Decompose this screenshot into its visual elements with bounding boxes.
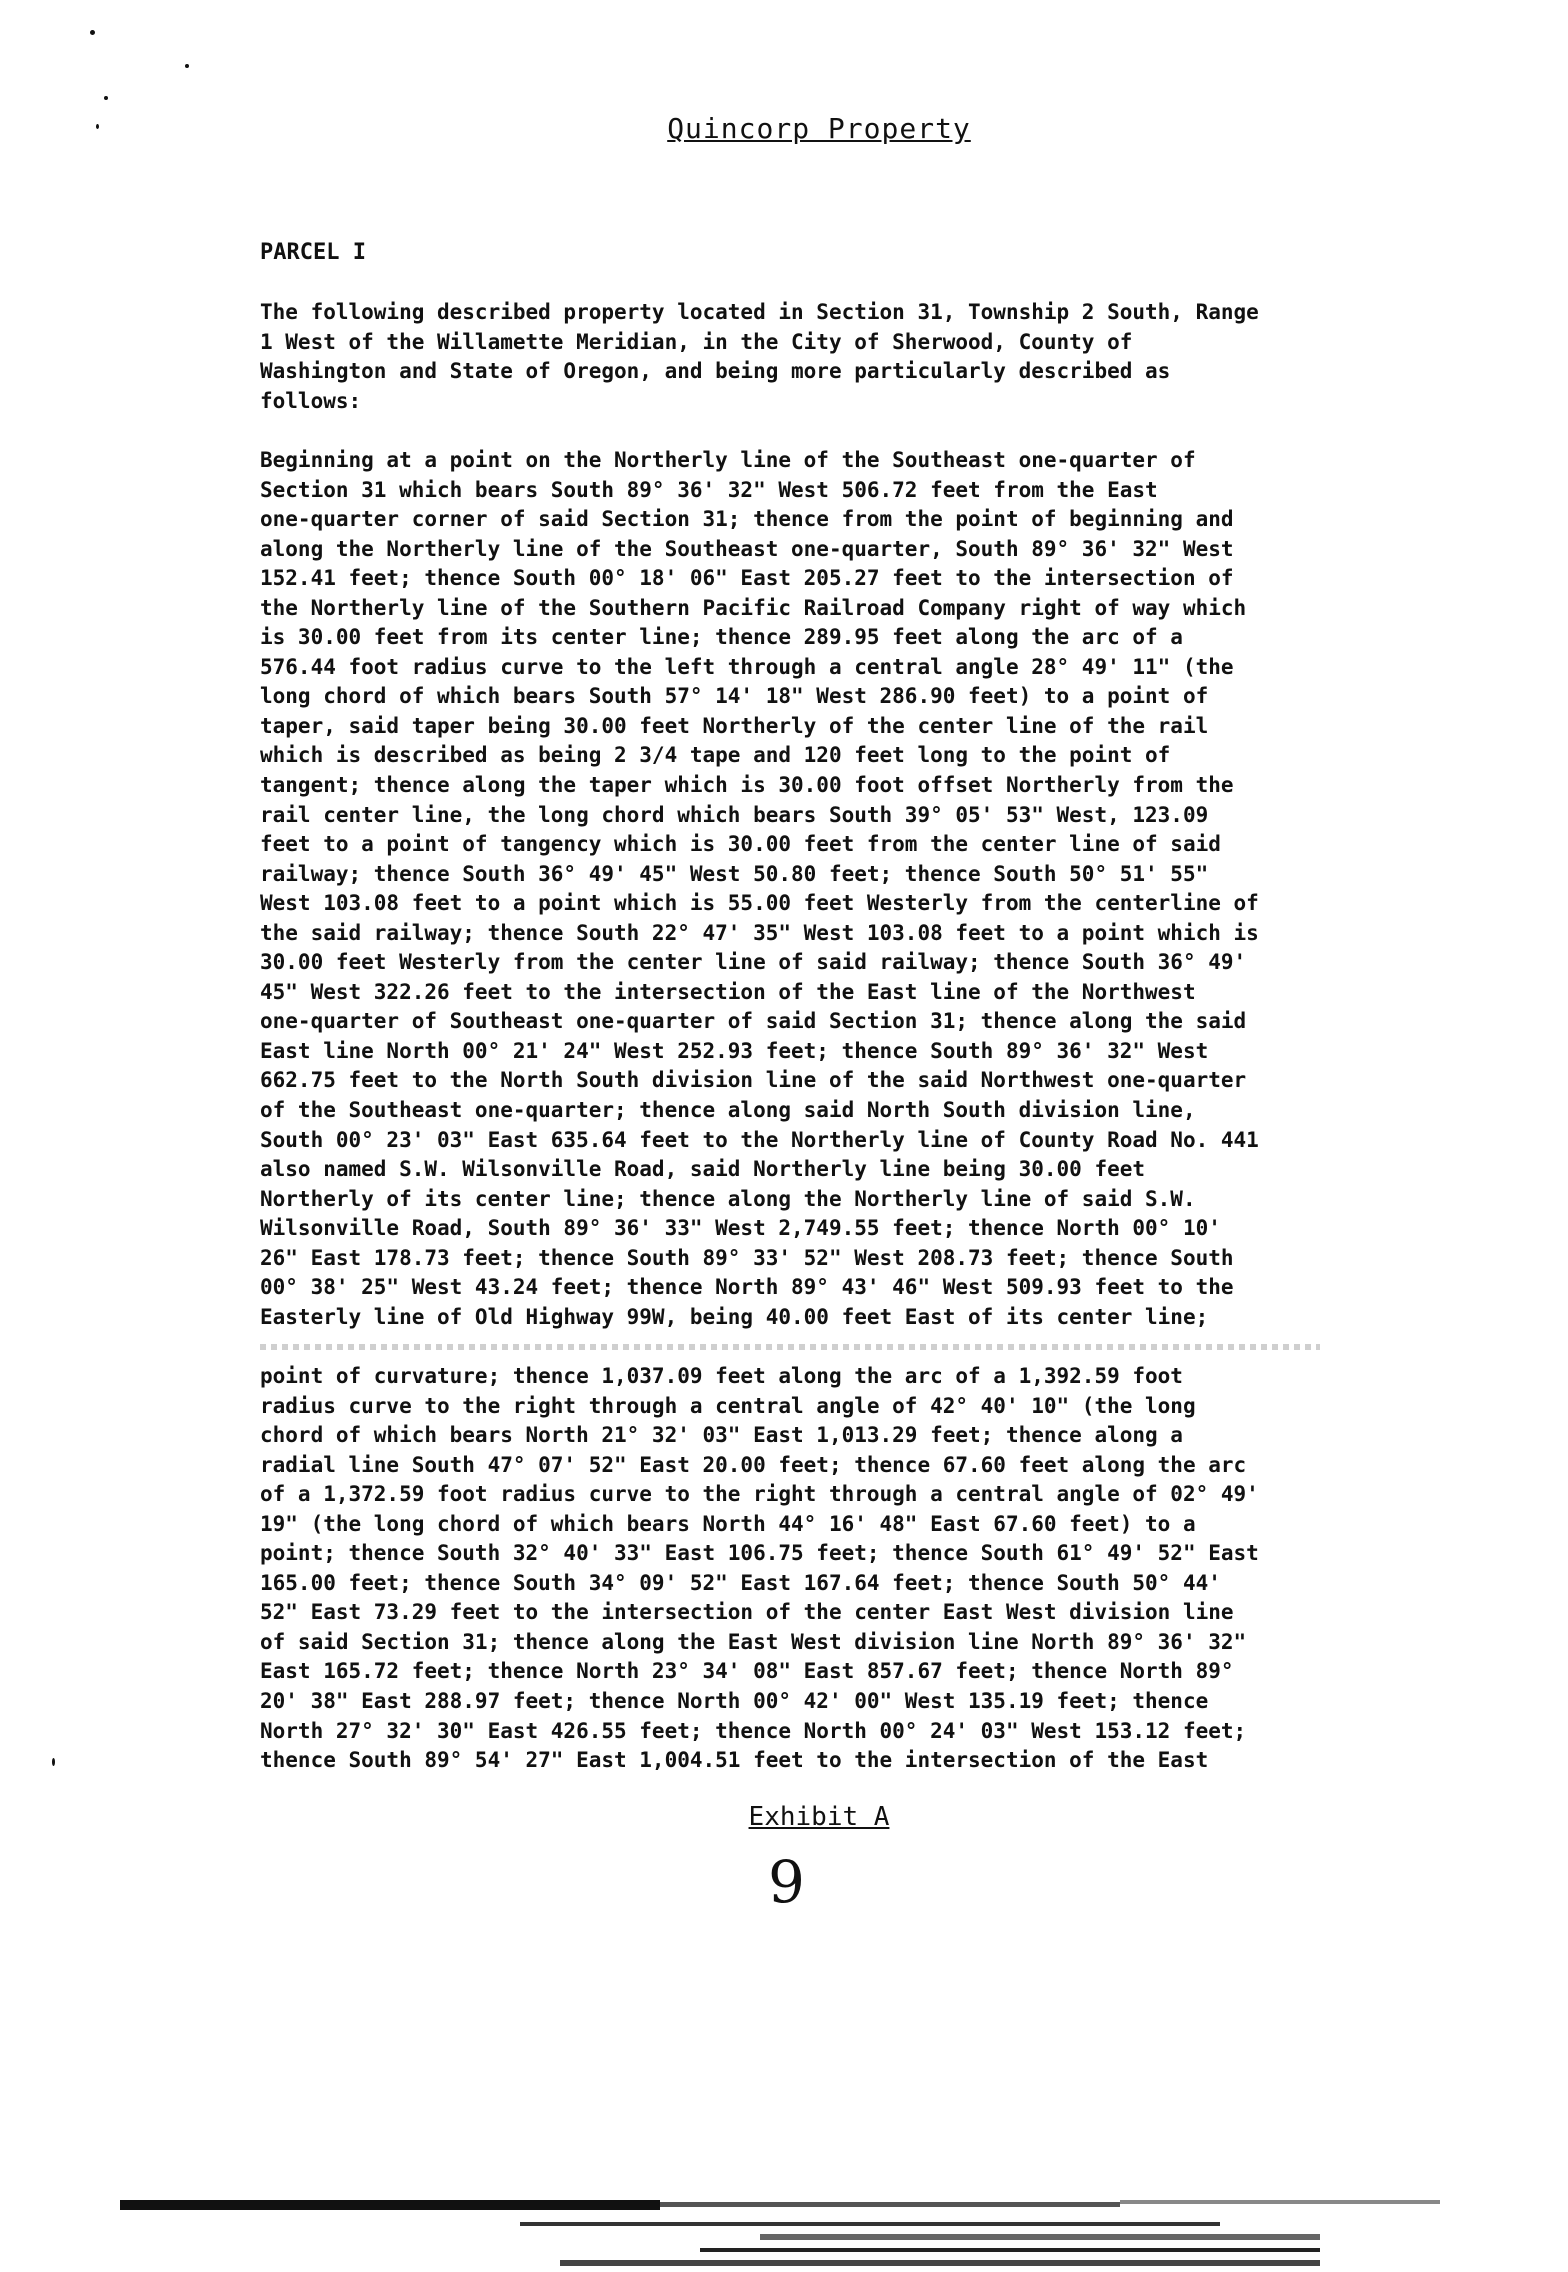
description-line: one-quarter corner of said Section 31; thence from the point of beginning and <box>260 507 1234 532</box>
scan-speck <box>185 64 189 68</box>
description-line: also named S.W. Wilsonville Road, said Northerly line being 30.00 feet <box>260 1157 1146 1182</box>
description-line: West 103.08 feet to a point which is 55.00 feet Westerly from the centerline of <box>260 891 1259 916</box>
description-line: is 30.00 feet from its center line; thence 289.95 feet along the arc of a <box>260 625 1183 650</box>
description-line: East 165.72 feet; thence North 23° 34' 08" East 857.67 feet; thence North 89° <box>260 1659 1234 1684</box>
description-line: 52" East 73.29 feet to the intersection of the center East West division line <box>260 1600 1234 1625</box>
page-number: 9 <box>768 1848 805 1916</box>
description-line: the Northerly line of the Southern Pacific Railroad Company right of way which <box>260 595 1247 620</box>
description-line: Easterly line of Old Highway 99W, being 40.00 feet East of its center line; <box>260 1304 1209 1329</box>
description-line: point of curvature; thence 1,037.09 feet along the arc of a 1,392.59 foot <box>260 1363 1183 1388</box>
description-line: thence South 89° 54' 27" East 1,004.51 feet to the intersection of the East <box>260 1748 1209 1773</box>
exhibit-label: Exhibit A <box>748 1802 890 1832</box>
description-line: South 00° 23' 03" East 635.64 feet to the Northerly line of County Road No. 441 <box>260 1127 1259 1152</box>
illegible-scan-line <box>260 1332 1440 1362</box>
description-line: 30.00 feet Westerly from the center line of said railway; thence South 36° 49' <box>260 950 1247 975</box>
description-line: tangent; thence along the taper which is 30.00 foot offset Northerly from the <box>260 773 1234 798</box>
scan-noise-band <box>0 2200 1568 2272</box>
description-line: one-quarter of Southeast one-quarter of said Section 31; thence along the said <box>260 1009 1247 1034</box>
description-line: Northerly of its center line; thence along the Northerly line of said S.W. <box>260 1186 1196 1211</box>
description-line: 662.75 feet to the North South division line of the said Northwest one-quarter <box>260 1068 1247 1093</box>
description-line: 152.41 feet; thence South 00° 18' 06" East 205.27 feet to the intersection of <box>260 566 1234 591</box>
intro-paragraph <box>260 298 1450 416</box>
description-line: 19" (the long chord of which bears North 44° 16' 48" East 67.60 feet) to a <box>260 1511 1196 1536</box>
scan-speck <box>52 1758 55 1766</box>
description-line: 165.00 feet; thence South 34° 09' 52" East 167.64 feet; thence South 50° 44' <box>260 1570 1221 1595</box>
description-line: North 27° 32' 30" East 426.55 feet; thence North 00° 24' 03" West 153.12 feet; <box>260 1718 1247 1743</box>
description-line: of a 1,372.59 foot radius curve to the right through a central angle of 02° 49' <box>260 1482 1259 1507</box>
intro-line: 1 West of the Willamette Meridian, in the City of Sherwood, County of <box>260 329 1133 354</box>
description-line: Section 31 which bears South 89° 36' 32" West 506.72 feet from the East <box>260 477 1158 502</box>
parcel-heading: PARCEL I <box>260 240 366 265</box>
description-line: 576.44 foot radius curve to the left through a central angle 28° 49' 11" (the <box>260 654 1234 679</box>
intro-line: The following described property located in Section 31, Township 2 South, Range <box>260 300 1259 324</box>
intro-line: Washington and State of Oregon, and being more particularly described as <box>260 359 1171 383</box>
description-line: radial line South 47° 07' 52" East 20.00 feet; thence 67.60 feet along the arc <box>260 1452 1247 1477</box>
description-line: East line North 00° 21' 24" West 252.93 feet; thence South 89° 36' 32" West <box>260 1038 1209 1063</box>
scan-speck <box>90 30 95 35</box>
description-line: railway; thence South 36° 49' 45" West 50.80 feet; thence South 50° 51' 55" <box>260 861 1209 886</box>
description-line: rail center line, the long chord which bears South 39° 05' 53" West, 123.09 <box>260 802 1209 827</box>
description-line: radius curve to the right through a central angle of 42° 40' 10" (the long <box>260 1393 1196 1418</box>
description-line: 20' 38" East 288.97 feet; thence North 00° 42' 00" West 135.19 feet; thence <box>260 1688 1209 1713</box>
description-line: point; thence South 32° 40' 33" East 106.75 feet; thence South 61° 49' 52" East <box>260 1541 1259 1566</box>
description-line: long chord of which bears South 57° 14' 18" West 286.90 feet) to a point of <box>260 684 1209 709</box>
description-line: taper, said taper being 30.00 feet Northerly of the center line of the rail <box>260 713 1209 738</box>
scan-speck <box>104 96 108 100</box>
description-line: 26" East 178.73 feet; thence South 89° 33' 52" West 208.73 feet; thence South <box>260 1245 1234 1270</box>
description-line: 00° 38' 25" West 43.24 feet; thence North 89° 43' 46" West 509.93 feet to the <box>260 1275 1234 1300</box>
description-line: chord of which bears North 21° 32' 03" East 1,013.29 feet; thence along a <box>260 1423 1183 1448</box>
description-line: which is described as being 2 3/4 tape and 120 feet long to the point of <box>260 743 1171 768</box>
scan-speck <box>96 124 99 129</box>
description-line: of the Southeast one-quarter; thence along said North South division line, <box>260 1098 1196 1123</box>
description-line: of said Section 31; thence along the East West division line North 89° 36' 32" <box>260 1629 1247 1654</box>
description-line: feet to a point of tangency which is 30.00 feet from the center line of said <box>260 832 1221 857</box>
intro-line: follows: <box>260 388 362 413</box>
description-line: 45" West 322.26 feet to the intersection of the East line of the Northwest <box>260 979 1196 1004</box>
page-title: Quincorp Property <box>667 112 971 145</box>
description-line: Wilsonville Road, South 89° 36' 33" West 2,749.55 feet; thence North 00° 10' <box>260 1216 1221 1241</box>
description-line: the said railway; thence South 22° 47' 35" West 103.08 feet to a point which is <box>260 920 1259 945</box>
legal-description <box>260 446 1440 1776</box>
description-line: Beginning at a point on the Northerly line of the Southeast one-quarter of <box>260 448 1196 472</box>
description-line: along the Northerly line of the Southeast one-quarter, South 89° 36' 32" West <box>260 536 1234 561</box>
